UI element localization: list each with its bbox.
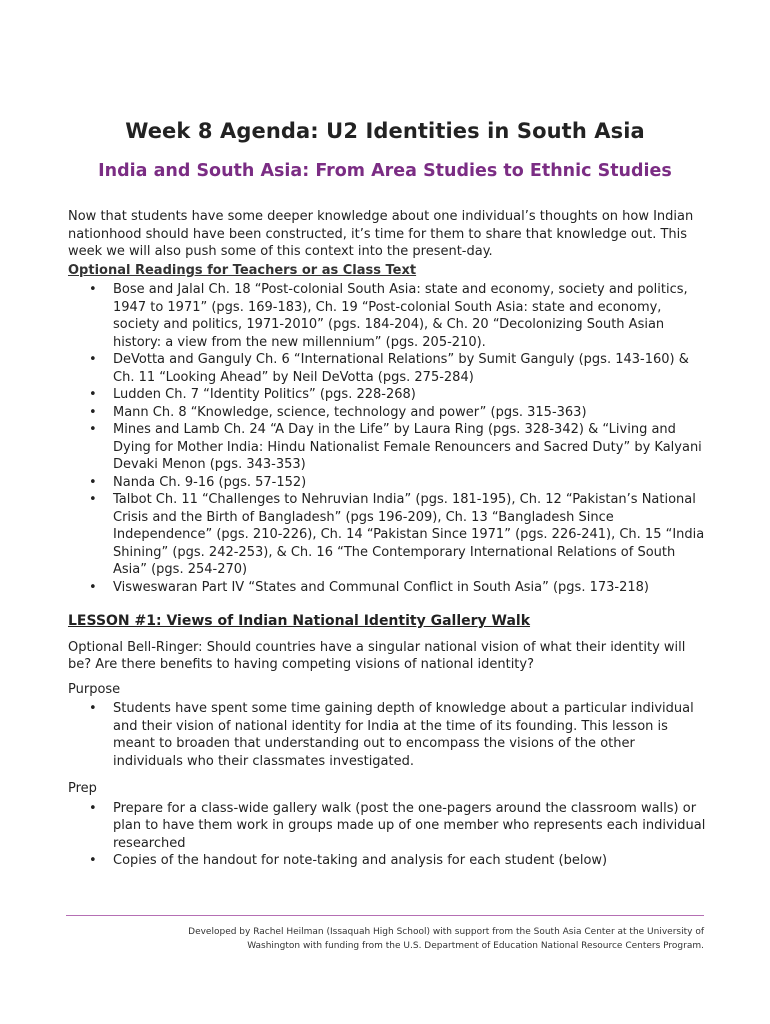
prep-item: • Prepare for a class-wide gallery walk (post the one-pagers around the classroom walls) or plan to have them work in groups made up of one member who represents each individual researched: [113, 800, 708, 853]
readings-list: [68, 281, 708, 596]
purpose-item: • Students have spent some time gaining depth of knowledge about a particular individual and their vision of national identity for India at the time of its founding. This lesson is meant to broaden that understanding out to encompass the visions of the other individuals who their classmates investigated.: [113, 700, 708, 770]
reading-item: • Talbot Ch. 11 “Challenges to Nehruvian India” (pgs. 181-195), Ch. 12 “Pakistan’s National Crisis and the Birth of Bangladesh” (pgs 196-209), Ch. 13 “Bangladesh Since Independence” (pgs. 210-226), Ch. 14 “Pakistan Since 1971” (pgs. 226-241), Ch. 15 “India Shining” (pgs. 242-253), & Ch. 16 “The Contemporary International Relations of South Asia” (pgs. 254-270): [113, 491, 708, 579]
prep-label: Prep: [68, 781, 97, 796]
prep-item: • Copies of the handout for note-taking and analysis for each student (below): [113, 852, 708, 870]
intro-paragraph: Now that students have some deeper knowledge about one individual’s thoughts on how Indian nationhood should have been constructed, it’s time for them to share that knowledge out. This week we will also push some of this context into the present-day.: [68, 209, 694, 259]
lesson-1-heading: LESSON #1: Views of Indian National Identity Gallery Walk: [68, 613, 531, 629]
purpose-list: [68, 700, 708, 770]
reading-item: • Mann Ch. 8 “Knowledge, science, technology and power” (pgs. 315-363): [113, 404, 708, 422]
page-subtitle: India and South Asia: From Area Studies to Ethnic Studies: [98, 161, 672, 181]
footer-line-1: Developed by Rachel Heilman (Issaquah High School) with support from the South Asia Center at the University of: [188, 927, 704, 937]
purpose-label: Purpose: [68, 681, 121, 697]
page-title: Week 8 Agenda: U2 Identities in South Asia: [125, 119, 645, 143]
document-body: [68, 208, 708, 870]
reading-item: • Bose and Jalal Ch. 18 “Post-colonial South Asia: state and economy, society and politics, 1947 to 1971” (pgs. 169-183), Ch. 19 “Post-colonial South Asia: state and economy, society and politics, 1971-2010” (pgs. 184-204), & Ch. 20 “Decolonizing South Asian history: a view from the new millennium” (pgs. 205-210).: [113, 281, 708, 351]
footer: [66, 925, 704, 953]
readings-heading: Optional Readings for Teachers or as Class Text: [68, 262, 417, 278]
prep-list: [68, 800, 708, 870]
reading-item: • Ludden Ch. 7 “Identity Politics” (pgs. 228-268): [113, 386, 708, 404]
footer-line-2: Washington with funding from the U.S. Department of Education National Resource Centers Program.: [247, 941, 704, 951]
reading-item: • DeVotta and Ganguly Ch. 6 “International Relations” by Sumit Ganguly (pgs. 143-160) & Ch. 11 “Looking Ahead” by Neil DeVotta (pgs. 275-284): [113, 351, 708, 386]
reading-item: • Visweswaran Part IV “States and Communal Conflict in South Asia” (pgs. 173-218): [113, 579, 708, 597]
reading-item: • Mines and Lamb Ch. 24 “A Day in the Life” by Laura Ring (pgs. 328-342) & “Living and Dying for Mother India: Hindu Nationalist Female Renouncers and Sacred Duty” by Kalyani Devaki Menon (pgs. 343-353): [113, 421, 708, 474]
reading-item: • Nanda Ch. 9-16 (pgs. 57-152): [113, 474, 708, 492]
footer-divider: [66, 915, 704, 916]
bell-ringer-text: Optional Bell-Ringer: Should countries have a singular national vision of what their identity will be? Are there benefits to having competing visions of national identity?: [68, 639, 686, 672]
